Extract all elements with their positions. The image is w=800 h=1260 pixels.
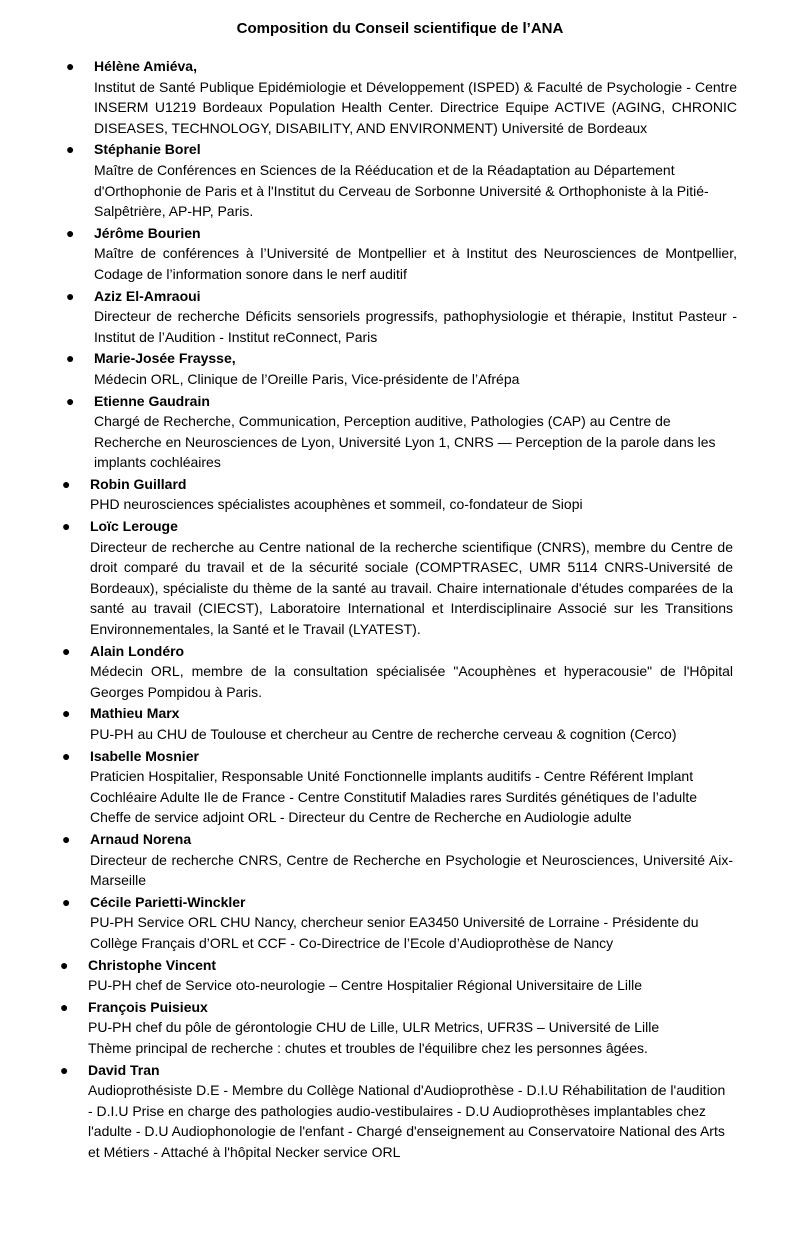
bullet-icon: ● bbox=[66, 224, 75, 241]
member-description: Audioprothésiste D.E - Membre du Collège National d'Audioprothèse - D.I.U Réhabilitation de l'audition - D.I.U Prise en charge des pathologies audio-vestibulaires - D.U Audioprothèses implantables chez l'adulte - D.U Audiophonologie de l'enfant - Chargé d'enseignement au Conservatoire National des Arts et Métiers - Attaché à l'hôpital Necker service ORL bbox=[88, 1082, 726, 1160]
member-description-extra: Thème principal de recherche : chutes et troubles de l'équilibre chez les personnes âgées. bbox=[88, 1039, 648, 1056]
member-description: Directeur de recherche Déficits sensoriels progressifs, pathophysiologie et thérapie, Institut Pasteur - Institut de l’Audition - Institut reConnect, Paris bbox=[94, 308, 737, 345]
member-description: Maître de Conférences en Sciences de la Rééducation et de la Réadaptation au Département d'Orthophonie de Paris et à l'Institut du Cerveau de Sorbonne Université & Orthophoniste à la Pitié-Salpêtrière, AP-HP, Paris. bbox=[94, 161, 709, 220]
member-name: Alain Londéro bbox=[90, 642, 185, 659]
member-name: Hélène Amiéva, bbox=[94, 58, 197, 74]
list-item bbox=[0, 829, 800, 891]
member-description: Médecin ORL, Clinique de l’Oreille Paris, Vice-présidente de l’Afrépa bbox=[94, 370, 520, 387]
bullet-icon: ● bbox=[66, 350, 75, 367]
member-name: Cécile Parietti-Winckler bbox=[90, 893, 246, 910]
member-description: PU-PH chef du pôle de gérontologie CHU de Lille, ULR Metrics, UFR3S – Université de Lille bbox=[88, 1019, 660, 1036]
bullet-icon: ● bbox=[62, 893, 71, 910]
member-name: Loïc Lerouge bbox=[90, 518, 178, 535]
list-item bbox=[0, 516, 800, 640]
member-name: Jérôme Bourien bbox=[94, 224, 201, 241]
member-name: Arnaud Norena bbox=[90, 830, 192, 847]
list-item bbox=[0, 56, 800, 138]
member-description-extra: Cheffe de service adjoint ORL - Directeur du Centre de Recherche en Audiologie adulte bbox=[90, 809, 632, 826]
list-item bbox=[0, 641, 800, 703]
member-description: Praticien Hospitalier, Responsable Unité Fonctionnelle implants auditifs - Centre Référent Implant Cochléaire Adulte Ile de France - Centre Constitutif Maladies rares Surdités génétiques de l’adulte bbox=[90, 768, 697, 805]
list-item bbox=[0, 391, 800, 473]
list-item bbox=[0, 348, 800, 389]
bullet-icon: ● bbox=[60, 998, 69, 1015]
list-item bbox=[0, 892, 800, 954]
member-description: Institut de Santé Publique Epidémiologie et Développement (ISPED) & Faculté de Psychologie - Centre INSERM U1219 Bordeaux Population Health Center. Directrice Equipe ACTIVE (AGING, CHRONIC DISEASES, TECHNOLOGY, DISABILITY, AND ENVIRONMENT) Université de Bordeaux bbox=[94, 78, 737, 136]
member-name: Christophe Vincent bbox=[88, 956, 217, 973]
bullet-icon: ● bbox=[60, 1061, 69, 1078]
list-item bbox=[0, 223, 800, 285]
bullet-icon: ● bbox=[62, 747, 71, 764]
list-item bbox=[0, 997, 800, 1059]
list-item bbox=[0, 474, 800, 515]
bullet-icon: ● bbox=[62, 475, 71, 492]
bullet-icon: ● bbox=[60, 956, 69, 973]
member-description: Directeur de recherche CNRS, Centre de Recherche en Psychologie et Neurosciences, Université Aix-Marseille bbox=[90, 851, 733, 889]
member-name: Robin Guillard bbox=[90, 475, 187, 492]
member-description: Directeur de recherche au Centre national de la recherche scientifique (CNRS), membre du Centre de droit comparé du travail et de la sécurité sociale (COMPTRASEC, UMR 5114 CNRS-Université de Bordeaux), spécialiste du thème de la santé au travail. Chaire internationale d'études comparées de la santé au travail (CIECST), Laboratoire International et Interdisciplinaire Associé sur les Transitions Environnementales, la Santé et le Travail (LYATEST). bbox=[90, 538, 733, 638]
list-item bbox=[0, 139, 800, 221]
member-name: Mathieu Marx bbox=[90, 705, 180, 722]
list-item bbox=[0, 703, 800, 744]
bullet-icon: ● bbox=[62, 830, 71, 847]
member-list bbox=[0, 56, 800, 1162]
bullet-icon: ● bbox=[62, 518, 71, 535]
bullet-icon: ● bbox=[66, 392, 75, 409]
list-item bbox=[0, 955, 800, 996]
member-name: Isabelle Mosnier bbox=[90, 747, 199, 764]
member-description: PHD neurosciences spécialistes acouphènes et sommeil, co-fondateur de Siopi bbox=[90, 496, 583, 513]
member-description: Chargé de Recherche, Communication, Perception auditive, Pathologies (CAP) au Centre de Recherche en Neurosciences de Lyon, Université Lyon 1, CNRS — Perception de la parole dans les implants cochléaires bbox=[94, 413, 716, 471]
list-item bbox=[0, 1060, 800, 1163]
member-description: PU-PH chef de Service oto-neurologie – Centre Hospitalier Régional Universitaire de Lille bbox=[88, 977, 643, 994]
bullet-icon: ● bbox=[66, 287, 75, 304]
bullet-icon: ● bbox=[62, 705, 71, 722]
member-name: Stéphanie Borel bbox=[94, 141, 201, 158]
member-name: Etienne Gaudrain bbox=[94, 392, 210, 409]
member-description: Médecin ORL, membre de la consultation spécialisée "Acouphènes et hyperacousie" de l'Hôpital Georges Pompidou à Paris. bbox=[90, 663, 733, 700]
member-name: David Tran bbox=[88, 1061, 160, 1078]
bullet-icon: ● bbox=[66, 141, 75, 158]
bullet-icon: ● bbox=[62, 642, 71, 659]
list-item bbox=[0, 746, 800, 828]
bullet-icon: ● bbox=[66, 58, 75, 74]
page-title: Composition du Conseil scientifique de l’ANA bbox=[236, 20, 564, 37]
member-name: Aziz El-Amraoui bbox=[94, 287, 201, 304]
member-name: François Puisieux bbox=[88, 998, 208, 1015]
member-description: Maître de conférences à l’Université de Montpellier et à Institut des Neurosciences de Montpellier, Codage de l’information sonore dans le nerf auditif bbox=[94, 245, 737, 282]
list-item bbox=[0, 286, 800, 348]
member-name: Marie-Josée Fraysse, bbox=[94, 350, 236, 367]
member-description: PU-PH au CHU de Toulouse et chercheur au Centre de recherche cerveau & cognition (Cerco) bbox=[90, 726, 677, 742]
member-description: PU-PH Service ORL CHU Nancy, chercheur senior EA3450 Université de Lorraine - Présidente du Collège Français d’ORL et CCF - Co-Directrice de l’Ecole d’Audioprothèse de Nancy bbox=[90, 914, 699, 951]
